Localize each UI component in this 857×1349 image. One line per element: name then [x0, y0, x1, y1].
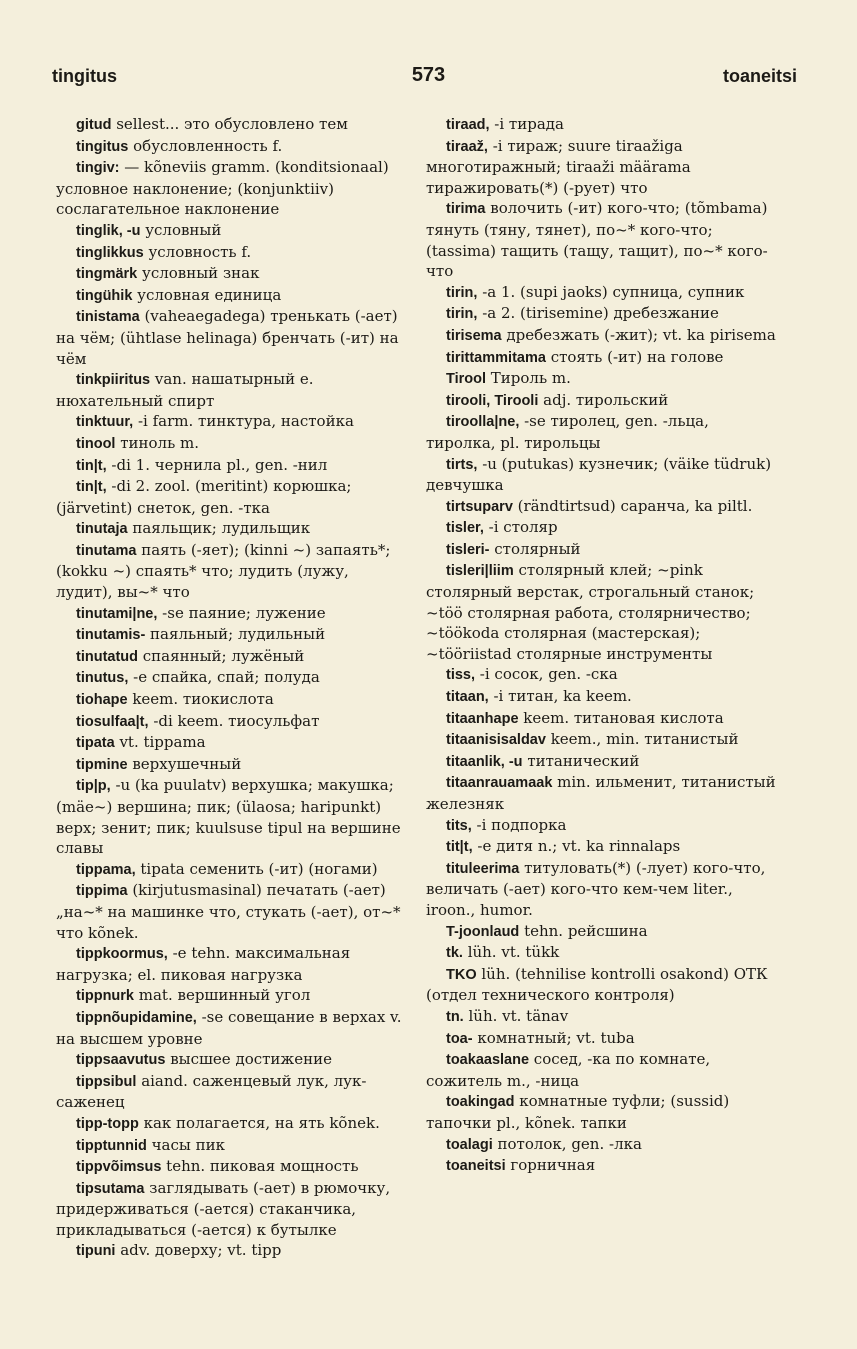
entry-headword: tinistama — [76, 309, 140, 326]
entry-definition: потолок, gen. -лка — [492, 1134, 642, 1153]
entry-headword: tits, — [446, 817, 472, 834]
entry-headword: tingitus — [76, 138, 129, 155]
entry-definition: -e дитя n.; vt. ka rinnalaps — [472, 837, 681, 856]
entry-headword: tip|p, — [76, 778, 111, 795]
entry-definition: стоять (-ит) на голове — [545, 347, 724, 366]
dictionary-entry — [56, 540, 406, 603]
dictionary-entry — [56, 1071, 406, 1113]
dictionary-entry — [56, 518, 406, 540]
entry-headword: tippama, — [76, 861, 136, 878]
dictionary-entry — [56, 1113, 406, 1135]
dictionary-entry — [426, 1049, 776, 1091]
entry-definition: adj. тирольский — [538, 390, 669, 409]
dictionary-entry — [426, 114, 776, 136]
entry-definition: adv. доверху; vt. tipp — [115, 1241, 282, 1260]
entry-headword: tirittammitama — [446, 349, 546, 366]
entry-definition: lüh. vt. tükk — [462, 943, 560, 962]
entry-definition: lüh. vt. tänav — [463, 1006, 569, 1025]
dictionary-entry — [426, 1091, 776, 1133]
entry-definition: -e спайка, спай; полуда — [128, 668, 320, 687]
entry-headword: tirima — [446, 201, 486, 218]
dictionary-entry — [56, 242, 406, 264]
entry-headword: tit|t, — [446, 839, 473, 856]
entry-headword: tipmine — [76, 756, 128, 773]
entry-headword: tippsibul — [76, 1073, 137, 1090]
entry-definition: комнатные туфли; (sussid) тапочки pl., kõnek. тапки — [426, 1092, 730, 1132]
entry-headword: tn. — [446, 1008, 464, 1025]
entry-definition: keem. титановая кислота — [518, 708, 724, 727]
entry-definition: (kirjutusmasinal) печатать (-ает) „на~* на машинке что, стукать (-ает), от~* что kõnek. — [56, 881, 401, 942]
right-column — [426, 114, 776, 1177]
dictionary-entry — [426, 325, 776, 347]
entry-headword: tingiv: — [76, 160, 120, 177]
entry-definition: vt. tippama — [114, 733, 206, 752]
entry-definition: tehn. пиковая мощность — [161, 1157, 359, 1176]
dictionary-entry — [426, 942, 776, 964]
header-first-word: tingitus — [52, 66, 117, 86]
entry-headword: tinutama — [76, 542, 137, 559]
entry-headword: T-joonlaud — [446, 923, 520, 940]
entry-headword: toakingad — [446, 1094, 515, 1111]
entry-headword: tinutatud — [76, 648, 139, 665]
entry-definition: lüh. (tehnilise kontrolli osakond) ОТК (отдел технического контроля) — [426, 964, 768, 1005]
dictionary-entry — [56, 114, 406, 136]
entry-definition: волочить (-ит) кого-что; (tõmbama) тянуть (тяну, тянет), по~* кого-что; (tassima) тащить (тащу, тащит), по~* кого-что — [426, 199, 768, 281]
dictionary-entry — [56, 411, 406, 433]
entry-definition: горничная — [505, 1156, 596, 1175]
left-column — [56, 114, 406, 1262]
dictionary-entry — [56, 220, 406, 242]
entry-definition: столярный клей; ~pink столярный верстак, строгальный станок; ~töö столярная работа, столярничество; ~töökoda столярная (мастерская); ~tööriistad столярные инструменты — [426, 561, 755, 663]
dictionary-entry — [56, 667, 406, 689]
entry-headword: TKO — [446, 966, 477, 983]
entry-definition: -i тираж; suure tiraažiga многотиражный; tiraaži määrama тиражировать(*) (-рует) что — [426, 136, 691, 197]
entry-headword: tirtsuparv — [446, 498, 513, 515]
entry-headword: titaanlik, -u — [446, 753, 523, 770]
entry-headword: Tirool — [446, 371, 487, 388]
dictionary-entry — [426, 282, 776, 304]
entry-definition: -i сосок, gen. -ска — [475, 665, 618, 684]
entry-definition: условная единица — [132, 285, 282, 304]
dictionary-entry — [56, 1007, 406, 1049]
entry-definition: — kõneviis gramm. (konditsionaal) условное наклонение; (konjunktiiv) сослагательное наклонение — [56, 158, 389, 219]
dictionary-entry — [56, 1240, 406, 1262]
dictionary-entry — [426, 1155, 776, 1177]
entry-definition: часы пик — [146, 1135, 225, 1154]
dictionary-entry — [56, 985, 406, 1007]
entry-headword: tipptunnid — [76, 1137, 147, 1154]
entry-headword: tinutaja — [76, 521, 128, 538]
entry-headword: tinglikkus — [76, 244, 144, 261]
entry-headword: tiroolla|ne, — [446, 414, 520, 431]
entry-definition: условный — [140, 220, 222, 239]
entry-headword: tisler, — [446, 520, 484, 537]
entry-headword: tisleri- — [446, 541, 490, 558]
entry-headword: titaanrauamaak — [446, 775, 553, 792]
dictionary-entry — [56, 775, 406, 858]
entry-headword: tinkpiiritus — [76, 372, 151, 389]
entry-headword: tirin, — [446, 284, 478, 301]
entry-definition: -i тирада — [489, 115, 564, 133]
entry-definition: -i подпорка — [471, 815, 567, 834]
entry-headword: toaneitsi — [446, 1158, 506, 1175]
entry-headword: tinutus, — [76, 670, 129, 687]
dictionary-entry — [426, 729, 776, 751]
dictionary-entry — [426, 815, 776, 837]
entry-definition: sellest... это обусловлено тем — [111, 115, 348, 133]
entry-definition: высшее достижение — [165, 1050, 332, 1069]
entry-headword: tipsutama — [76, 1180, 145, 1197]
entry-definition: -se совещание в верхах v. на высшем уровне — [56, 1007, 402, 1048]
entry-headword: tinglik, -u — [76, 222, 141, 239]
entry-definition: Тироль m. — [486, 369, 571, 388]
entry-headword: tipp-topp — [76, 1115, 139, 1132]
dictionary-entry — [56, 603, 406, 625]
entry-headword: toalagi — [446, 1136, 493, 1153]
entry-headword: tippnõupidamine, — [76, 1009, 197, 1026]
entry-headword: tinktuur, — [76, 414, 134, 431]
entry-headword: tippima — [76, 883, 128, 900]
entry-definition: (vaheaegadega) тренькать (-ает) на чём; (ühtlase helinaga) бренчать (-ит) на чём — [56, 307, 399, 368]
page-number: 573 — [411, 64, 446, 86]
entry-headword: tingmärk — [76, 266, 138, 283]
entry-headword: tirooli, Tirooli — [446, 392, 539, 409]
entry-definition: -di keem. тиосульфат — [148, 711, 320, 730]
entry-headword: tiss, — [446, 667, 476, 684]
entry-definition: -a 1. (supi jaoks) супница, супник — [477, 282, 745, 301]
entry-headword: tirts, — [446, 456, 478, 473]
entry-headword: tinool — [76, 435, 116, 452]
dictionary-entry — [56, 711, 406, 733]
entry-definition: tehn. рейсшина — [519, 921, 648, 940]
entry-definition: условность f. — [143, 242, 252, 261]
entry-headword: tirisema — [446, 327, 502, 344]
dictionary-entry — [426, 390, 776, 412]
dictionary-entry — [56, 433, 406, 455]
entry-headword: tipata — [76, 735, 115, 752]
dictionary-entry — [56, 1156, 406, 1178]
dictionary-entry — [56, 136, 406, 158]
entry-definition: паяльный; лудильный — [145, 625, 326, 644]
entry-headword: tiraad, — [446, 117, 490, 133]
dictionary-entry — [56, 1135, 406, 1157]
dictionary-entry — [56, 285, 406, 307]
dictionary-entry — [426, 517, 776, 539]
dictionary-entry — [56, 754, 406, 776]
entry-definition: условный знак — [137, 264, 260, 283]
dictionary-entry — [426, 1134, 776, 1156]
dictionary-entry — [56, 859, 406, 881]
dictionary-entry — [56, 732, 406, 754]
entry-definition: -u (ka puulatv) верхушка; макушка; (mäe~) вершина; пик; (ülaosa; haripunkt) верх; зенит; пик; kuulsuse tipul на вершине славы — [56, 776, 401, 858]
entry-definition: aiand. саженцевый лук, лук-саженец — [56, 1071, 367, 1112]
dictionary-entry — [426, 836, 776, 858]
dictionary-entry — [426, 198, 776, 281]
dictionary-entry — [426, 686, 776, 708]
dictionary-entry — [426, 708, 776, 730]
entry-headword: tingühik — [76, 287, 133, 304]
dictionary-entry — [426, 560, 776, 664]
entry-headword: tiraaž, — [446, 138, 488, 155]
entry-headword: tiohape — [76, 692, 128, 709]
dictionary-entry — [56, 689, 406, 711]
entry-headword: tisleri|liim — [446, 563, 514, 580]
entry-definition: mat. вершинный угол — [134, 986, 311, 1005]
dictionary-entry — [426, 303, 776, 325]
entry-definition: -di 1. чернила pl., gen. -нил — [106, 455, 328, 474]
entry-headword: tinutamis- — [76, 627, 146, 644]
entry-definition: сосед, -ка по комнате, сожитель m., -ница — [426, 1050, 711, 1090]
entry-definition: -i столяр — [483, 518, 558, 537]
entry-definition: -i титан, ka keem. — [488, 687, 632, 706]
entry-headword: tippsaavutus — [76, 1052, 166, 1069]
dictionary-entry — [56, 476, 406, 518]
dictionary-entry — [56, 455, 406, 477]
entry-headword: tipuni — [76, 1243, 116, 1260]
entry-definition: тиноль m. — [115, 433, 200, 452]
entry-headword: tituleerima — [446, 860, 520, 877]
entry-headword: tippvõimsus — [76, 1159, 162, 1176]
entry-definition: паять (-яет); (kinni ~) запаять*; (kokku ~) спаять* что; лудить (лужу, лудит), вы~* что — [56, 540, 391, 602]
entry-headword: tin|t, — [76, 479, 107, 496]
dictionary-entry — [56, 880, 406, 943]
dictionary-entry — [426, 539, 776, 561]
entry-definition: -se тиролец, gen. -льца, тиролка, pl. тирольцы — [426, 412, 709, 452]
entry-headword: titaan, — [446, 689, 489, 706]
page-header — [0, 66, 857, 96]
entry-headword: toa- — [446, 1030, 473, 1047]
dictionary-entry — [56, 263, 406, 285]
dictionary-entry — [56, 943, 406, 985]
entry-definition: паяльщик; лудильщик — [127, 519, 311, 538]
dictionary-entry — [426, 136, 776, 199]
entry-definition: -i farm. тинктура, настойка — [133, 412, 354, 431]
entry-definition: как полагается, на ять kõnek. — [138, 1113, 380, 1132]
dictionary-entry — [426, 664, 776, 686]
entry-headword: tiosulfaa|t, — [76, 713, 149, 730]
dictionary-entry — [426, 858, 776, 921]
entry-definition: обусловленность f. — [128, 136, 283, 155]
entry-definition: -u (putukas) кузнечик; (väike tüdruk) девчушка — [426, 454, 772, 495]
dictionary-entry — [426, 454, 776, 496]
entry-definition: keem., min. титанистый — [545, 730, 739, 749]
entry-definition: van. нашатырный e. нюхательный спирт — [56, 370, 314, 410]
entry-headword: toakaaslane — [446, 1052, 530, 1069]
entry-headword: tippnurk — [76, 988, 134, 1005]
entry-definition: keem. тиокислота — [127, 690, 274, 709]
dictionary-entry — [426, 921, 776, 943]
entry-definition: -di 2. zool. (meritint) корюшка; (järvetint) снеток, gen. -тка — [56, 477, 352, 517]
entry-definition: дребезжать (-жит); vt. ka pirisema — [501, 325, 776, 344]
entry-definition: заглядывать (-ает) в рюмочку, придерживаться (-ается) стаканчика, прикладываться (-ается) к бутылке — [56, 1178, 391, 1239]
dictionary-entry — [56, 646, 406, 668]
dictionary-entry — [426, 751, 776, 773]
entry-definition: -se паяние; лужение — [157, 603, 326, 622]
entry-definition: -e tehn. максимальная нагрузка; el. пиковая нагрузка — [56, 944, 351, 984]
entry-headword: tirin, — [446, 306, 478, 323]
entry-definition: min. ильменит, титанистый железняк — [426, 773, 776, 813]
entry-definition: -a 2. (tirisemine) дребезжание — [477, 304, 719, 323]
entry-headword: gitud — [76, 117, 112, 133]
entry-headword: tinutami|ne, — [76, 605, 158, 622]
entry-headword: titaanisisaldav — [446, 732, 546, 749]
entry-definition: столярный — [489, 539, 581, 558]
dictionary-entry — [56, 157, 406, 220]
entry-definition: верхушечный — [127, 754, 242, 773]
entry-definition: (rändtirtsud) саранча, ka piltl. — [512, 496, 753, 515]
dictionary-entry — [426, 347, 776, 369]
entry-definition: титанический — [522, 751, 640, 770]
dictionary-entry — [426, 772, 776, 814]
dictionary-entry — [56, 1049, 406, 1071]
entry-definition: титуловать(*) (-лует) кого-что, величать (-ает) кого-что кем-чем liter., iroon., humor. — [426, 858, 766, 919]
entry-headword: titaanhape — [446, 710, 519, 727]
entry-headword: tin|t, — [76, 457, 107, 474]
dictionary-entry — [426, 368, 776, 390]
dictionary-entry — [426, 1006, 776, 1028]
dictionary-entry — [56, 624, 406, 646]
entry-definition: комнатный; vt. tuba — [472, 1028, 635, 1047]
dictionary-entry — [56, 306, 406, 369]
header-last-word: toaneitsi — [722, 66, 797, 86]
entry-headword: tippkoormus, — [76, 946, 168, 963]
dictionary-entry — [426, 411, 776, 453]
entry-definition: спаянный; лужёный — [138, 646, 305, 665]
entry-definition: tipata семенить (-ит) (ногами) — [135, 859, 378, 878]
dictionary-entry — [56, 1178, 406, 1241]
dictionary-entry — [426, 964, 776, 1006]
dictionary-entry — [426, 496, 776, 518]
entry-headword: tk. — [446, 945, 463, 962]
dictionary-entry — [426, 1028, 776, 1050]
dictionary-entry — [56, 369, 406, 411]
